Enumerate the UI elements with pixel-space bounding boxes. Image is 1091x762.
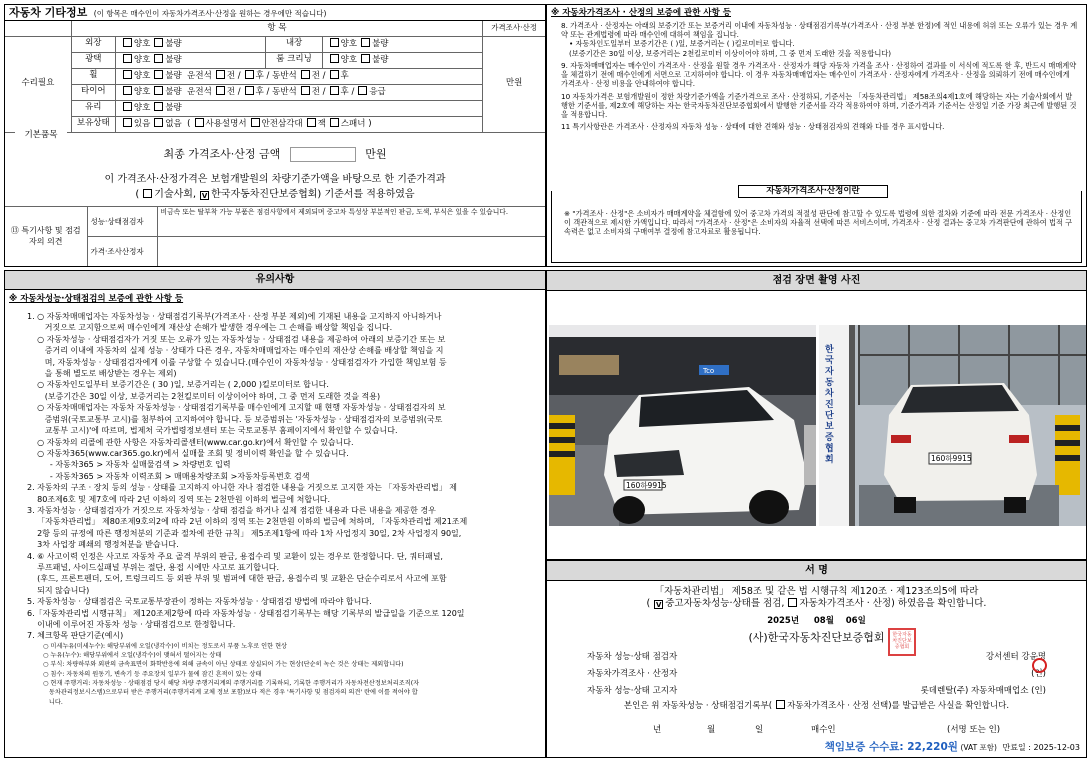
appraiser-sign-label: 자동차가격조사 · 산정자 <box>587 669 678 679</box>
front-label: 전 <box>311 86 320 97</box>
tire-driver-rear-checkbox[interactable] <box>245 86 254 95</box>
good-label: 양호 <box>340 54 358 65</box>
notice-line: 되지 않습니다) <box>27 585 90 595</box>
expire-date: 만료일 : 2025-12-03 <box>1002 743 1080 752</box>
notifier-sign-row <box>547 683 1086 700</box>
guarantee-title: ※ 자동차가격조사 · 산정의 보증에 관한 사항 등 <box>551 8 732 18</box>
item-8b: (보증기간은 30일 이상, 보증거리는 2천킬로미터 이상이어야 하며, 그 중 먼저 도래한 것을 적용합니다) <box>569 48 892 58</box>
spanner-checkbox[interactable] <box>330 118 339 127</box>
engineer-assoc-label: 기술사회, <box>154 189 197 200</box>
col-item-header: 항 목 <box>71 21 483 36</box>
inspector-sign-row <box>547 649 1086 666</box>
inspection-photo-front <box>549 325 816 526</box>
notice-line: 1. ○ 자동차매매업자는 자동차성능 · 상태점검기록부(가격조사 · 산정 부분 제외)에 기재된 내용을 고지하지 아니하거나 <box>27 312 442 322</box>
criteria-line: 니다. <box>43 698 63 706</box>
org-name: (사)한국자동차진단보증협회 <box>748 630 885 644</box>
none-checkbox[interactable] <box>154 118 163 127</box>
appraiser-sign-row <box>547 666 1086 683</box>
good-label: 양호 <box>340 38 358 49</box>
front-label: 전 <box>311 70 320 81</box>
tire-label: 타이어 <box>71 84 115 100</box>
item-8: 8. 가격조사 · 산정자는 아래의 보증기간 또는 보증거리 이내에 자동차성능 · 상태점검기록부(가격조사 · 산정 부분 한정)에 적인 내용에 허위 또는 오류가 있는 경우 계약 또는 관계법령에 따라 매수인에 대하여 책임을 집니다. <box>561 21 1078 40</box>
price-unit-label: 만원 <box>483 36 545 132</box>
item-10: 10 자동차가격은 보험개발원이 정한 차량기준가액을 기준가격으로 조사 · 산정하되, 기준서는 「자동차관리법」 제58조의4제1호에 해당하는 자는 기술사회에서 발행한 기준서를, 제2호에 해당하는 자는 한국자동차진단보증협회에서 발행한 기준서를 각각 적용하여야 하며, 기준가격과 기준서는 산정일 기준 가장 최근에 발행된 것을 적용합니다. <box>561 91 1077 120</box>
fee-amount: 책임보증 수수료: 22,220원 <box>824 741 958 753</box>
special-notes-table <box>5 206 545 267</box>
plate-text: 160하9915 <box>626 481 667 490</box>
wheel-driver-rear-checkbox[interactable] <box>245 70 254 79</box>
inspector-sign-label: 자동차 성능·상태 점검자 <box>587 652 678 662</box>
notice-line: 교통부 고시)'에 따르며, 법제처 국가법령정보센터 또는 국토교통부 홈페이지에서 확인할 수 있습니다. <box>27 426 398 436</box>
buyer-sign-hint: (서명 또는 인) <box>947 725 1001 735</box>
inspector-sign-value: 강서센터 강윤명 <box>985 652 1046 662</box>
wheel-good-checkbox[interactable] <box>123 70 132 79</box>
appraiser-label: 가격·조사산정자 <box>87 237 157 267</box>
definition-title: 자동차가격조사·산정이란 <box>738 185 888 198</box>
final-price-row <box>5 147 545 162</box>
final-price-unit: 만원 <box>365 147 387 161</box>
fee-vat: (VAT 포함) <box>960 743 997 752</box>
bad-label: 불량 <box>165 70 182 81</box>
jack-checkbox[interactable] <box>307 118 316 127</box>
definition-text: ※ "가격조사 · 산정"은 소비자가 매매계약을 체결함에 있어 중고차 가격의 적절성 판단에 참고할 수 있도록 법령에 의한 절차와 기준에 따라 전문 가격조사 · 산정인이 객관적으로 제시한 가액입니다. 따라서 "가격조사 · 산정"은 소비자의 자율적 선택에 따른 서비스이며, 가격조사 · 산정 결과는 중고차 가격판단에 관하여 법적 구속력은 없고 소비자의 구매여부 결정에 참고자료로 활용됩니다. <box>564 209 1073 237</box>
rear-label: 후 <box>340 86 349 97</box>
notice-line: 2. 자동차의 구조 · 장치 등의 성능 · 상태를 고지하지 아니한 자나 점검한 내용을 거짓으로 고지한 자는 「자동차관리법」 제 <box>27 483 457 493</box>
date-row <box>547 616 1086 627</box>
cleaning-good-checkbox[interactable] <box>330 54 339 63</box>
wheel-passenger-rear-checkbox[interactable] <box>330 70 339 79</box>
notice-title: ※ 자동차성능·상태점검의 보증에 관한 사항 등 <box>9 294 184 304</box>
kadia-checkbox[interactable]: V <box>201 192 208 200</box>
item-11: 11 특기사항란은 가격조사 · 산정자의 자동차 성능 · 상태에 대한 견해와 성능 · 상태점검자의 견해와 다를 경우 표시합니다. <box>561 122 945 132</box>
good-label: 양호 <box>133 70 151 81</box>
slash: / <box>351 86 355 97</box>
slash: / <box>322 70 326 81</box>
notice-line: (보증기간은 30일 이상, 보증거리는 2천킬로미터 이상이어야 하며, 그 중 먼저 도래한 것을 적용) <box>27 391 381 401</box>
bad-label: 불량 <box>165 38 182 49</box>
item-8a: • 자동차인도일부터 보증기간은 ( )일, 보증거리는 ( )킬로미터로 합니다. <box>569 39 795 49</box>
price-check-checkbox[interactable] <box>788 598 797 607</box>
inspector-label: 성능·상태점검자 <box>87 207 157 237</box>
gloss-good-checkbox[interactable] <box>123 54 132 63</box>
tire-good-checkbox[interactable] <box>123 86 132 95</box>
good-label: 양호 <box>133 38 151 49</box>
front-label: 전 <box>226 70 236 81</box>
notice-body <box>5 311 545 642</box>
notice-section <box>4 270 546 758</box>
manual-label: 사용설명서 <box>205 118 247 129</box>
shop-sign-text: Tco <box>703 367 715 375</box>
seal-text: 한국자동차진단보증협회 <box>892 632 912 650</box>
bad-label: 불량 <box>165 86 182 97</box>
notice-line: 3차 사업장 폐쇄의 행정처분을 받습니다. <box>27 540 179 550</box>
notice-line: 증범위(국토교통부 고시)를 첨부하여 고지하여야 합니다. 등 보증범위는 '자동차성능 · 상태점검자의 보증범위(국토 <box>27 414 443 424</box>
notice-header: 유의사항 <box>5 271 545 290</box>
good-label: 양호 <box>133 102 151 113</box>
paren: ) <box>368 118 372 129</box>
final-price-input[interactable] <box>290 147 356 162</box>
photo-section <box>546 270 1087 560</box>
glass-bad-checkbox[interactable] <box>154 102 163 111</box>
paren: ( <box>646 598 651 610</box>
tire-emergency-checkbox[interactable] <box>358 86 367 95</box>
rear-label: 후 <box>340 70 349 81</box>
tire-bad-checkbox[interactable] <box>154 86 163 95</box>
emergency-label: 응급 <box>369 86 386 97</box>
slash: / <box>266 86 270 97</box>
criteria-line: ○ 침수: 자동차의 원동기, 변속기 등 주요장치 일부가 물에 잠긴 흔적이 있는 상태 <box>43 670 262 678</box>
driver-label: 운전석 <box>187 86 212 97</box>
repair-label: 수리필요 <box>5 36 71 132</box>
section-title-row <box>5 5 545 21</box>
notice-line: (후드, 프론트펜더, 도어, 트렁크리드 등 외판 부위 및 범퍼에 대한 판금, 용접수리 및 교환은 단순수리로서 사고에 포함 <box>27 574 447 584</box>
slash: / <box>266 70 270 81</box>
basic-items-label: 기본품목 <box>15 130 67 141</box>
notice-line: 6.「자동차관리법 시행규칙」 제120조제2항에 따라 자동차성능 · 상태점검기록부는 해당 기록부의 발급일을 기준으로 120일 <box>27 608 465 618</box>
paren: ( <box>135 189 140 200</box>
law-text-1: 「자동차관리법」 제58조 및 같은 법 시행규칙 제120조 · 제123조의5에 따라 <box>654 586 979 597</box>
notice-line: 4. ⑥ 사고이력 인정은 사고로 자동차 주요 골격 부위의 판금, 용접수리 및 교환이 있는 경우로 한정합니다. 단, 쿼터패널, <box>27 551 443 561</box>
bad-label: 불량 <box>372 54 389 65</box>
signature-stamp <box>1032 658 1047 673</box>
year-blank: 년 <box>653 725 662 735</box>
exist-label: 있음 <box>133 118 151 129</box>
basis-text-2 <box>5 188 545 201</box>
rear-label: 후 <box>255 70 264 81</box>
notice-line: 2항 등의 규정에 따른 행정처분의 기준과 절차에 관한 규칙」 제5조제1항에 따라 1차 사업정지 30일, 2차 사업정지 90일, <box>27 528 462 538</box>
glass-good-checkbox[interactable] <box>123 102 132 111</box>
triangle-label: 안전삼각대 <box>261 118 303 129</box>
paren: ( <box>187 118 191 129</box>
association-wall-text: 한국자동차진단보증협회 <box>825 345 834 465</box>
price-guarantee-section <box>546 4 1087 267</box>
basis-text-1: 이 가격조사·산정가격은 보험개발원의 차량기준가액을 바탕으로 한 기준가격과 <box>104 174 446 185</box>
wheel-driver-front-checkbox[interactable] <box>216 70 225 79</box>
signature-section <box>546 560 1087 758</box>
criteria-body <box>5 642 545 707</box>
holding-label: 보유상태 <box>71 116 115 132</box>
exterior-bad-checkbox[interactable] <box>154 38 163 47</box>
slash: / <box>322 86 326 97</box>
bad-label: 불량 <box>165 54 182 65</box>
receipt-text-b: 자동차가격조사 · 산정 선택)를 발급받은 사실을 확인합니다. <box>787 701 1010 712</box>
notifier-sign-value: 롯데렌탈(주) 자동차매매업소 (인) <box>920 686 1046 696</box>
criteria-line: ○ 누유(누수): 해당부위에서 오일(냉각수)이 맺혀서 떨어지는 상태 <box>43 652 222 660</box>
section-subtitle: (이 항목은 매수인이 자동차가격조사·산정을 원하는 경우에만 적습니다) <box>93 9 327 18</box>
engineer-assoc-checkbox[interactable] <box>143 189 152 198</box>
rear-label: 후 <box>255 86 264 97</box>
criteria-line: ○ 현재 주행거리: 자동차성능 · 상태점검 당시 해당 차량 주행거리계의 주행거리를 기록하되, 기록한 주행거리가 자동차전산정보처리조직(자 <box>43 680 420 688</box>
criteria-line: ○ 미세누유(미세누수): 해당부위에 오일(냉각수)이 비치는 정도로서 부품 노후로 인한 현상 <box>43 642 288 650</box>
day-blank: 일 <box>755 725 764 735</box>
kadia-label: 한국자동차진단보증협회) 기준서를 적용하였음 <box>211 189 415 200</box>
notice-line: 5. 자동차성능 · 상태점검은 국토교통부장관이 정하는 자동차성능 · 상태점검 방법에 따라야 합니다. <box>27 597 372 607</box>
performance-check-checkbox[interactable]: V <box>656 601 662 610</box>
passenger-label: 동반석 <box>272 70 297 81</box>
performance-check-label: 중고자동차성능·상태를 점검, <box>665 598 785 610</box>
notice-line: ○ 자동차의 리콜에 관한 사항은 자동차리콜센터(www.car.go.kr)에서 확인할 수 있습니다. <box>27 437 354 447</box>
bad-label: 불량 <box>165 102 182 113</box>
none-label: 없음 <box>165 118 182 129</box>
wheel-bad-checkbox[interactable] <box>154 70 163 79</box>
slash: / <box>237 70 241 81</box>
appraiser-note <box>157 237 545 267</box>
plate-text-rear: 160하9915 <box>931 454 972 463</box>
jack-label: 잭 <box>317 118 326 129</box>
wheel-passenger-front-checkbox[interactable] <box>301 70 310 79</box>
wheel-label: 휠 <box>71 68 115 84</box>
good-label: 양호 <box>133 86 151 97</box>
criteria-line: ○ 부식: 차량하부와 외판의 금속표면이 화학반응에 의해 금속이 아닌 상태로 상실되어 가는 현상(단순히 녹슨 것은 상태는 제외합니다) <box>43 661 404 669</box>
notice-line: 거짓으로 고지함으로써 매수인에게 재산상 손해가 발생한 경우에는 그 손해를 배상할 책임을 집니다. <box>27 323 393 333</box>
exterior-label: 외장 <box>71 36 115 52</box>
item-9: 9. 자동차매매업자는 매수인이 가격조사 · 산정을 원할 경우 가격조사 · 산정자가 해당 자동차 가격을 조사 · 산정하여 결과를 이 서식에 적도록 한 후, 반드시 매매계약을 체결하기 전에 매수인에게 서면으로 고지하여야 합니다. 이 경우 자동차매매업자는 매수인이 가격조사 · 산정자에게 가격조사 · 산정을 의뢰하기 전에 매수인에게 가격조사 · 산정 비용을 안내하여야 합니다. <box>561 60 1077 89</box>
receipt-confirm-text <box>547 700 1086 712</box>
gloss-label: 광택 <box>71 52 115 68</box>
slash: / <box>237 86 241 97</box>
law-text-2 <box>547 598 1086 610</box>
repair-table <box>5 21 545 133</box>
tire-passenger-front-checkbox[interactable] <box>301 86 310 95</box>
date-year: 2025년 <box>767 615 800 626</box>
driver-label: 운전석 <box>187 70 212 81</box>
receipt-price-checkbox[interactable] <box>776 700 785 709</box>
room-cleaning-label: 룸 크리닝 <box>266 52 322 68</box>
org-seal <box>888 628 916 656</box>
date-day: 06일 <box>845 615 866 626</box>
notice-line: 3. 자동차성능 · 상태점검자가 거짓으로 자동차성능 · 상태 점검을 하거나 실제 점검한 내용과 다른 내용을 제공한 경우 <box>27 505 436 515</box>
cleaning-bad-checkbox[interactable] <box>361 54 370 63</box>
final-price-label: 최종 가격조사·산정 금액 <box>163 147 281 161</box>
price-check-label: 자동차가격조사 · 산정) 하였음을 확인합니다. <box>799 598 987 610</box>
month-blank: 월 <box>707 725 716 735</box>
passenger-label: 동반석 <box>272 86 297 97</box>
col-price-header: 가격조사·산정 <box>483 21 545 36</box>
buyer-label: 매수인 <box>811 725 836 735</box>
notice-line: - 자동차365 > 자동차 이력조회 > 매매용차량조회 >자동차등록번호 검색 <box>27 471 310 481</box>
good-label: 양호 <box>133 54 151 65</box>
spanner-label: 스패너 <box>340 118 366 129</box>
tire-passenger-rear-checkbox[interactable] <box>330 86 339 95</box>
notice-line: 을 통해 별도로 배상받는 경우는 제외) <box>27 369 177 379</box>
criteria-line: 동차관리정보시스템)으로부터 받은 주행거리(주행거리계 교체 정보 포함)보다 적은 경우 '특기사항 및 점검자의 의견' 란에 이를 적어야 합 <box>43 689 418 697</box>
triangle-checkbox[interactable] <box>251 118 260 127</box>
exist-checkbox[interactable] <box>123 118 132 127</box>
notifier-sign-label: 자동차 성능·상태 고지자 <box>587 686 678 696</box>
exterior-good-checkbox[interactable] <box>123 38 132 47</box>
inspector-note: 비금속 또는 탈부착 가능 부품은 점검사항에서 제외되며 중고차 특성상 부분적인 판금, 도색, 부식은 있을 수 있습니다. <box>157 207 545 237</box>
date-month: 08월 <box>813 615 834 626</box>
signature-header: 서 명 <box>547 561 1086 581</box>
photo-header: 점검 장면 촬영 사진 <box>547 271 1086 291</box>
price-definition-box <box>551 186 1082 263</box>
special-notes-label: ⑬ 특기사항 및 점검자의 의견 <box>5 207 87 267</box>
gloss-bad-checkbox[interactable] <box>154 54 163 63</box>
notice-line: 증거리 이내에 자동차의 실제 성능 · 상태가 다른 경우, 자동차매매업자는 매수인의 재산상 손해를 배상할 책임을 지 <box>27 346 444 356</box>
tire-driver-front-checkbox[interactable] <box>216 86 225 95</box>
notice-line: ○ 자동차매매업자는 자동차 자동차성능 · 상태점검기록부를 매수인에게 고지할 때 현행 자동차성능 · 상태점검자의 보 <box>27 403 446 413</box>
notice-line: 이내에 이루어진 자동차 성능 · 상태점검으로 한정합니다. <box>27 620 236 630</box>
notice-line: 80조제6호 및 제7호에 따라 2년 이하의 징역 또는 2천만원 이하의 벌금에 처합니다. <box>27 494 331 504</box>
manual-checkbox[interactable] <box>195 118 204 127</box>
notice-line: ○ 자동차인도일부터 보증기간은 ( 30 )일, 보증거리는 ( 2,000 )킬로미터로 합니다. <box>27 380 329 390</box>
notice-line: ○ 자동차365(www.car365.go.kr)에서 실매물 조회 및 정비이력 확인을 할 수 있습니다. <box>27 448 349 458</box>
vehicle-other-info-section <box>4 4 546 267</box>
notice-line: 루프패널, 사이드실패널 부위는 절단, 용접 시에만 사고로 표기합니다. <box>27 562 279 572</box>
notice-line: 며, 자동차성능 · 상태점검자에게 이를 구상할 수 있습니다.(매수인이 자동차성능 · 상태점검자가 가입한 책임보험 등 <box>27 357 447 367</box>
interior-label: 내장 <box>266 36 322 52</box>
notice-line: ○ 자동차성능 · 상태점검자가 거짓 또는 오류가 있는 자동차성능 · 상태점검 내용을 제공하여 아래의 보증기간 또는 보 <box>27 334 446 344</box>
interior-bad-checkbox[interactable] <box>361 38 370 47</box>
section-title: 자동차 기타정보 <box>9 6 88 19</box>
bad-label: 불량 <box>372 38 389 49</box>
notice-line: 「자동차관리법」 제80조제9호의2에 따라 2년 이하의 징역 또는 2천만원 이하의 벌금에 처하며, 「자동차관리법 제21조제 <box>27 517 468 527</box>
notice-line: - 자동차365 > 자동차 실매물검색 > 차량번호 입력 <box>27 460 231 470</box>
receipt-text-a: 본인은 위 자동차성능 · 상태점검기록부( <box>623 701 773 712</box>
fee-row <box>547 741 1087 755</box>
glass-label: 유리 <box>71 100 115 116</box>
inspection-photo-rear <box>819 325 1086 526</box>
appraiser-sign-value: (인) <box>1031 669 1046 679</box>
interior-good-checkbox[interactable] <box>330 38 339 47</box>
notice-line: 7. 체크항목 판단기준(예시) <box>27 631 124 641</box>
front-label: 전 <box>226 86 236 97</box>
